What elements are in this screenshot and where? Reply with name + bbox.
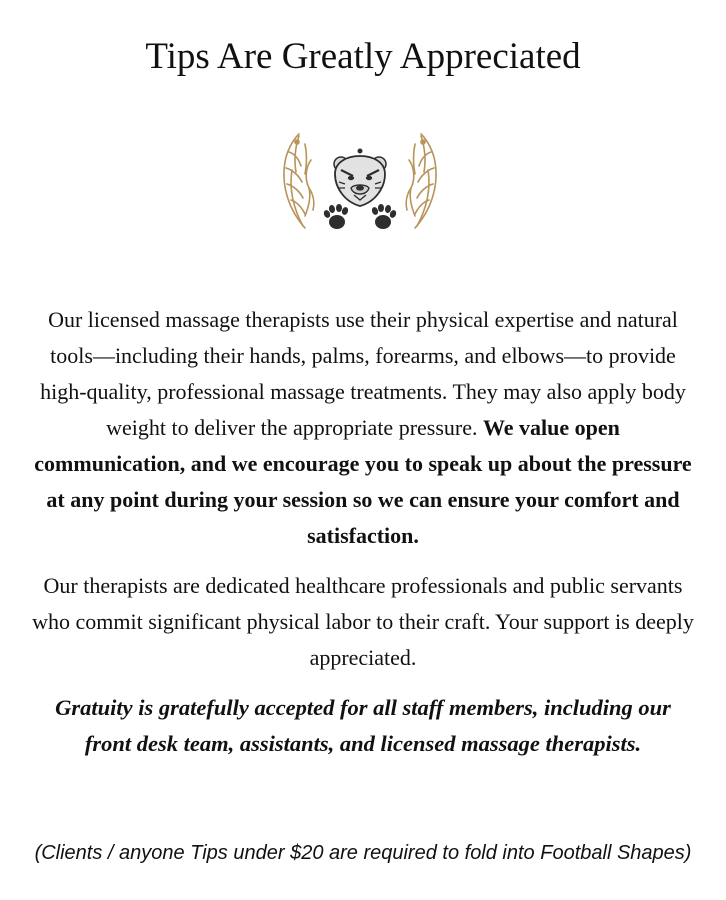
bear-head-icon <box>334 149 386 207</box>
left-wing-icon <box>284 134 314 228</box>
right-wing-icon <box>406 134 436 228</box>
tips-note: (Clients / anyone Tips under $20 are required to fold into Football Shapes) <box>34 842 692 864</box>
therapist-description-text: Our licensed massage therapists use their physical expertise and natural tools—including their hands, palms, forearms, and elbows—to provide high-quality, professional massage treatments. They may also apply body weight to deliver the appropriate pressure. <box>40 307 686 440</box>
support-paragraph: Our therapists are dedicated healthcare professionals and public servants who commit significant physical labor to their craft. Your support is deeply appreciated. <box>32 573 694 670</box>
right-paw-icon <box>371 204 398 229</box>
gratuity-paragraph: Gratuity is gratefully accepted for all staff members, including our front desk team, assistants, and licensed massage therapists. <box>55 695 671 756</box>
page-title: Tips Are Greatly Appreciated <box>145 36 581 77</box>
communication-emphasis-text: We value open communication, and we encourage you to speak up about the pressure at any point during your session so we can ensure your comfort and satisfaction. <box>34 415 692 548</box>
therapist-description-paragraph <box>30 302 696 554</box>
bear-logo-icon <box>275 130 445 236</box>
left-paw-icon <box>323 204 350 229</box>
